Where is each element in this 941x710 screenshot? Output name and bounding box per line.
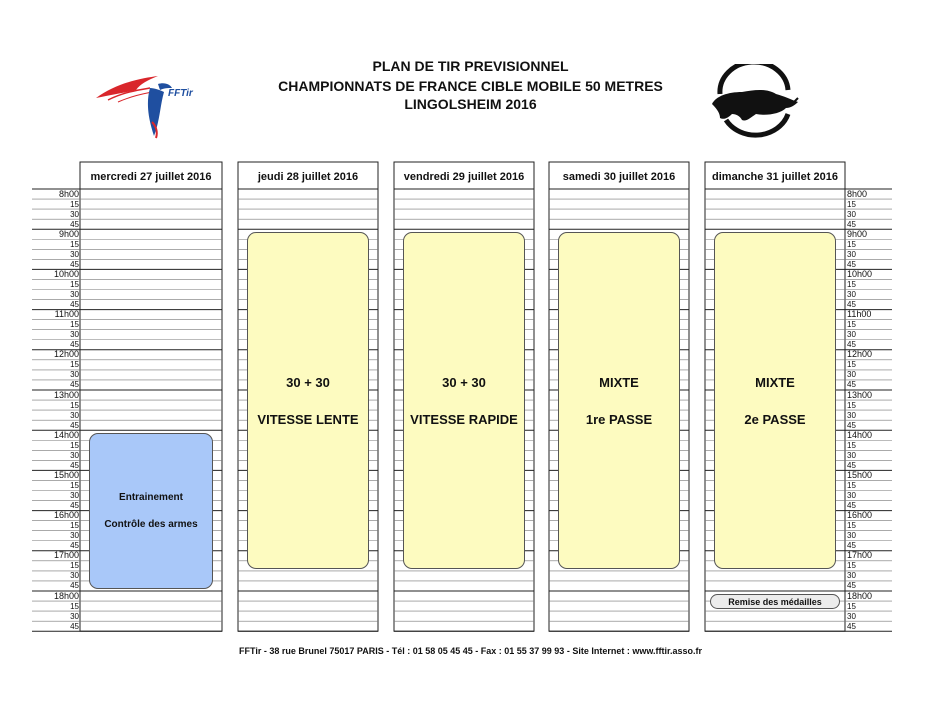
day-header-1: jeudi 28 juillet 2016 xyxy=(257,171,359,183)
time-label-left: 15 xyxy=(70,480,79,490)
time-label-left: 15 xyxy=(70,199,79,209)
time-label-left: 30 xyxy=(70,370,79,380)
time-label-right: 15 xyxy=(847,199,856,209)
time-label-right: 30 xyxy=(847,410,856,420)
session-label: 1re PASSE xyxy=(585,411,653,427)
session-label: MIXTE xyxy=(755,374,795,390)
time-label-right: 8h00 xyxy=(847,188,868,199)
session-label: Contrôle des armes xyxy=(104,519,198,531)
time-label-left: 30 xyxy=(70,450,79,460)
time-label-right: 15 xyxy=(847,400,856,410)
time-label-right: 30 xyxy=(847,450,856,460)
time-label-right: 30 xyxy=(847,370,856,380)
time-label-left: 15 xyxy=(70,239,79,249)
time-label-left: 13h00 xyxy=(53,389,79,400)
time-label-right: 45 xyxy=(847,380,856,390)
time-label-left: 15 xyxy=(70,279,79,289)
session-label: 30 + 30 xyxy=(442,374,486,390)
time-label-left: 17h00 xyxy=(53,550,79,561)
time-label-right: 15 xyxy=(847,521,856,531)
time-label-left: 18h00 xyxy=(53,590,79,601)
time-label-left: 14h00 xyxy=(53,429,79,440)
time-label-right: 12h00 xyxy=(847,349,873,360)
time-label-right: 9h00 xyxy=(847,228,868,239)
time-label-left: 30 xyxy=(70,249,79,259)
session-block-2 xyxy=(403,232,525,569)
time-label-left: 9h00 xyxy=(58,228,79,239)
session-block-0 xyxy=(89,433,213,589)
time-label-left: 45 xyxy=(70,501,79,511)
session-label: VITESSE LENTE xyxy=(257,411,359,427)
time-label-left: 30 xyxy=(70,209,79,219)
time-label-right: 45 xyxy=(847,219,856,229)
session-block-1 xyxy=(247,232,369,569)
time-label-right: 11h00 xyxy=(847,309,872,320)
time-label-right: 15 xyxy=(847,320,856,330)
time-label-right: 13h00 xyxy=(847,389,873,400)
time-label-right: 10h00 xyxy=(847,268,873,279)
time-label-left: 30 xyxy=(70,410,79,420)
time-label-right: 45 xyxy=(847,541,856,551)
time-label-left: 10h00 xyxy=(53,268,79,279)
time-label-left: 30 xyxy=(70,330,79,340)
footer-contact: FFTir - 38 rue Brunel 75017 PARIS - Tél : 01 58 05 45 45 - Fax : 01 55 37 99 93 - Site Internet : www.fftir.asso.fr xyxy=(238,646,703,656)
time-label-left: 15 xyxy=(70,561,79,571)
time-label-left: 45 xyxy=(70,581,79,591)
time-label-left: 15 xyxy=(70,601,79,611)
time-label-right: 15h00 xyxy=(847,469,873,480)
day-header-0: mercredi 27 juillet 2016 xyxy=(90,171,212,183)
time-label-right: 30 xyxy=(847,209,856,219)
time-label-right: 16h00 xyxy=(847,510,873,521)
session-label: Entrainement xyxy=(119,492,183,504)
session-block-4 xyxy=(714,232,836,569)
time-label-right: 14h00 xyxy=(847,429,873,440)
time-label-left: 45 xyxy=(70,300,79,310)
time-label-right: 45 xyxy=(847,460,856,470)
time-label-right: 45 xyxy=(847,621,856,631)
time-label-left: 8h00 xyxy=(58,188,79,199)
time-label-left: 15 xyxy=(70,521,79,531)
time-label-right: 30 xyxy=(847,290,856,299)
day-header-2: vendredi 29 juillet 2016 xyxy=(403,171,525,183)
time-label-left: 15 xyxy=(70,360,79,370)
time-label-right: 15 xyxy=(847,440,856,450)
time-label-left: 30 xyxy=(70,611,79,621)
day-header-4: dimanche 31 juillet 2016 xyxy=(712,171,838,183)
time-label-right: 15 xyxy=(847,360,856,370)
session-label: Remise des médailles xyxy=(728,596,822,607)
time-label-right: 45 xyxy=(847,340,856,350)
title-line-3: LINGOLSHEIM 2016 xyxy=(404,96,537,112)
time-label-right: 17h00 xyxy=(847,550,873,561)
time-label-left: 45 xyxy=(70,340,79,350)
time-label-left: 30 xyxy=(70,491,79,500)
title-line-2: CHAMPIONNATS DE FRANCE CIBLE MOBILE 50 METRES xyxy=(278,78,663,94)
time-label-left: 15 xyxy=(70,440,79,450)
time-label-left: 45 xyxy=(70,541,79,551)
time-label-left: 15 xyxy=(70,400,79,410)
fftir-logo-text: FFTir xyxy=(168,88,193,99)
session-label: MIXTE xyxy=(599,374,639,390)
time-label-left: 12h00 xyxy=(53,349,79,360)
time-label-left: 15h00 xyxy=(53,469,79,480)
time-label-right: 18h00 xyxy=(847,590,873,601)
time-label-left: 16h00 xyxy=(53,510,79,521)
time-label-right: 45 xyxy=(847,501,856,511)
time-label-left: 45 xyxy=(70,380,79,390)
time-label-right: 45 xyxy=(847,420,856,430)
time-label-right: 15 xyxy=(847,239,856,249)
time-label-right: 45 xyxy=(847,259,856,269)
time-label-right: 15 xyxy=(847,601,856,611)
time-label-right: 30 xyxy=(847,571,856,581)
time-label-left: 45 xyxy=(70,621,79,631)
time-label-left: 45 xyxy=(70,420,79,430)
time-label-right: 30 xyxy=(847,531,856,541)
session-label: 2e PASSE xyxy=(744,411,806,427)
time-label-right: 45 xyxy=(847,300,856,310)
time-label-left: 11h00 xyxy=(54,309,79,320)
time-label-right: 45 xyxy=(847,581,856,591)
session-label: VITESSE RAPIDE xyxy=(410,411,518,427)
time-label-right: 15 xyxy=(847,279,856,289)
time-label-right: 30 xyxy=(847,491,856,500)
time-label-left: 45 xyxy=(70,460,79,470)
time-label-right: 15 xyxy=(847,561,856,571)
time-label-right: 30 xyxy=(847,330,856,340)
time-label-left: 15 xyxy=(70,320,79,330)
time-label-left: 45 xyxy=(70,259,79,269)
time-label-left: 45 xyxy=(70,219,79,229)
time-label-right: 30 xyxy=(847,611,856,621)
day-header-3: samedi 30 juillet 2016 xyxy=(562,171,676,183)
session-label: 30 + 30 xyxy=(286,374,330,390)
time-label-right: 15 xyxy=(847,480,856,490)
title-line-1: PLAN DE TIR PREVISIONNEL xyxy=(372,58,569,74)
time-label-left: 30 xyxy=(70,571,79,581)
session-block-5 xyxy=(710,594,840,609)
time-label-left: 30 xyxy=(70,531,79,541)
time-label-right: 30 xyxy=(847,249,856,259)
session-block-3 xyxy=(558,232,680,569)
time-label-left: 30 xyxy=(70,290,79,299)
